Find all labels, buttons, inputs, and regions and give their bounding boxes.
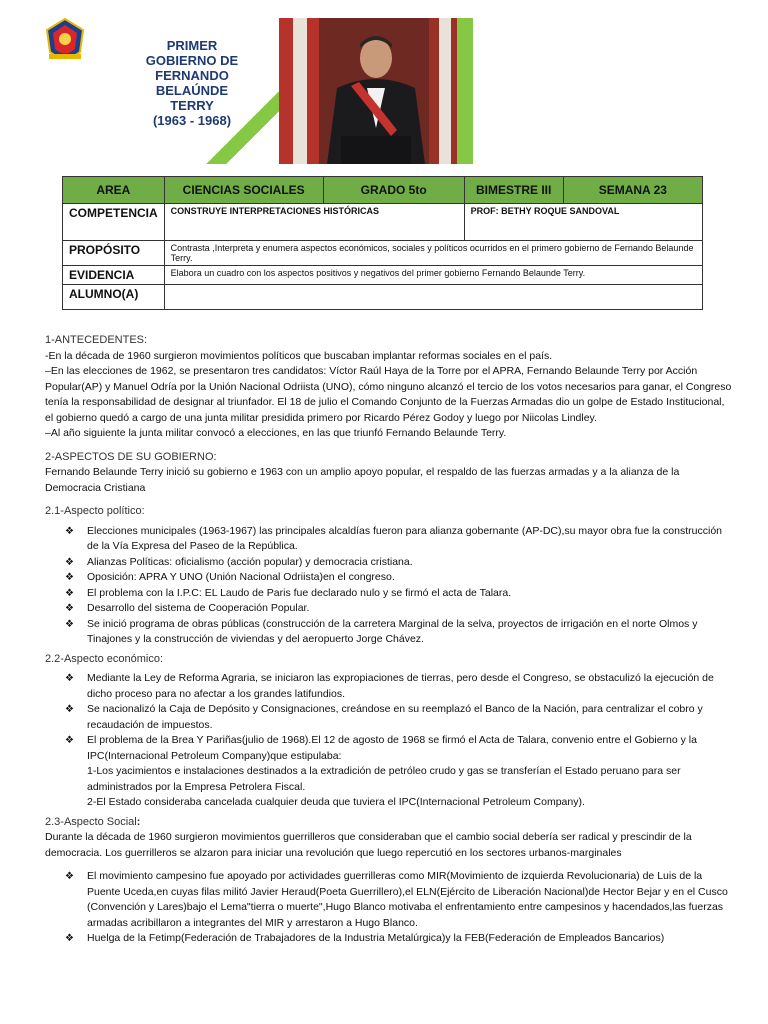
list-item: ❖ El problema de la Brea Y Pariñas(julio de 1968).El 12 de agosto de 1968 se firmó el Acta de Talara, convenio entre el Gobierno y la IPC(Internacional Petroleum Company)que estipulaba: 1-Los yacimientos e instalaciones destinados a la extradición de petróleo crudo y gas se transferían el Estado peruano para ser administrados por la Empresa Petrolera Fiscal. 2-El Estado consideraba cancelada cualquier deuda que tuviera el IPC(Internacional Petroleum Company). <box>87 733 735 811</box>
economico-list <box>45 671 735 811</box>
diamond-bullet-icon: ❖ <box>65 572 74 583</box>
diamond-bullet-icon: ❖ <box>65 735 74 746</box>
section-economico-title: 2.2-Aspecto económico: <box>45 652 164 665</box>
evidencia-row <box>63 266 703 285</box>
grade-cell: GRADO 5to <box>323 177 464 204</box>
diamond-bullet-icon: ❖ <box>65 587 74 599</box>
alumno-row <box>63 285 703 310</box>
president-photo <box>279 18 473 164</box>
section-antecedentes-title: 1-ANTECEDENTES: <box>45 334 148 346</box>
proposito-row <box>63 241 703 266</box>
bimester-cell: BIMESTRE III <box>464 177 563 204</box>
evidencia-value: Elabora un cuadro con los aspectos positivos y negativos del primer gobierno Fernando Belaunde Terry. <box>164 266 702 285</box>
diamond-bullet-icon: ❖ <box>65 525 74 537</box>
antecedentes-p2: –En las elecciones de 1962, se presentaron tres candidatos: Víctor Raúl Haya de la Torre por el APRA, Fernando Belaunde Terry por Acción Popular(AP) y Manuel Odría por la Unión Nacional Odriista (UNO), cómo ninguno alcanzó el tercio de los votos necesarios para ganar, el Congreso tenía la responsabilidad de designar al triunfador. El 18 de julio el Comando Conjunto de la Fuerzas Armadas dio un golpe de Estado Institucional, el gobierno quedó a cargo de una junta militar presidida primero por Ricardo Pérez Godoy y luego por Niicolas Lindley. <box>45 365 732 424</box>
diamond-bullet-icon: ❖ <box>65 556 74 568</box>
diamond-bullet-icon: ❖ <box>65 618 74 630</box>
table-header-row <box>63 177 703 204</box>
talara-point-2: 2-El Estado consideraba cancelada cualquier deuda que tuviera el IPC(Internacional Petroleum Company). <box>87 796 585 808</box>
list-item: ❖ Elecciones municipales (1963-1967) las principales alcaldías fueron para alianza gobernante (AP-DC),su mayor obra fue la construcción de la Vía Expresa del Paseo de la República. <box>65 524 723 552</box>
list-item: ❖ Oposición: APRA Y UNO (Unión Nacional Odriista)en el congreso. <box>87 570 735 586</box>
info-table <box>62 176 703 310</box>
aspectos-p1: Fernando Belaunde Terry inició su gobierno e 1963 con un amplio apoyo popular, el respaldo de las fuerzas armadas y a la alianza de la Democracia Cristiana <box>45 466 680 494</box>
antecedentes-p3: –Al año siguiente la junta militar convocó a elecciones, en las que triunfó Fernando Belaunde Terry. <box>45 427 507 439</box>
competencia-label: COMPETENCIA <box>63 204 165 241</box>
area-value: CIENCIAS SOCIALES <box>164 177 323 204</box>
document-body <box>45 333 735 951</box>
talara-point-1: 1-Los yacimientos e instalaciones destinados a la extradición de petróleo crudo y gas se transferían el Estado peruano para ser administrados por la Empresa Petrolera Fiscal. <box>87 765 681 793</box>
header-banner <box>95 18 473 164</box>
section-aspectos-title: 2-ASPECTOS DE SU GOBIERNO: <box>45 450 217 463</box>
school-logo <box>44 18 86 64</box>
list-item: ❖ Se inició programa de obras públicas (construcción de la carretera Marginal de la selva, proyectos de irrigación en el norte Olmos y Tinajones y la construcción de viviendas y del aeropuerto Jorge Chávez. <box>65 617 698 645</box>
list-item: ❖ Mediante la Ley de Reforma Agraria, se iniciaron las expropiaciones de tierras, pero desde el Congreso, se obstaculizó la ejecución de dicho proceso para no afectar a los grandes latifundios. <box>65 672 714 700</box>
social-list <box>45 869 735 947</box>
diamond-bullet-icon: ❖ <box>65 704 74 715</box>
alumno-label: ALUMNO(A) <box>63 285 165 310</box>
evidencia-label: EVIDENCIA <box>63 266 165 285</box>
list-item: ❖ Huelga de la Fetimp(Federación de Trabajadores de la Industria Metalúrgica)y la FEB(Federación de Empleados Bancarios) <box>87 931 735 947</box>
competencia-row <box>63 204 703 241</box>
list-item: ❖ El problema con la I.P.C: EL Laudo de Paris fue declarado nulo y se firmó el acta de Talara. <box>87 586 735 602</box>
alumno-value <box>164 285 702 310</box>
politico-list <box>45 524 735 648</box>
week-cell: SEMANA 23 <box>563 177 702 204</box>
diamond-bullet-icon: ❖ <box>65 871 74 882</box>
list-item: ❖ El movimiento campesino fue apoyado por actividades guerrilleras como MIR(Movimiento de izquierda Revolucionaria) de Luis de la Puente Uceda,en cuyas filas militó Javier Heraud(Poeta Guerrillero),el ELN(Ejército de Liberación Nacional)de Hector Bejar y en el Cusco (Convención y Lares)bajo el Lema"tierra o muerte",Hugo Blanco motivaba el enfrentamiento entre campesinos y hacendados,las fuerzas armadas acribillaron a integrantes del MIR y arrestaron a Hugo Blanco. <box>65 870 728 929</box>
competencia-value: CONSTRUYE INTERPRETACIONES HISTÓRICAS <box>164 204 464 241</box>
antecedentes-p1: -En la década de 1960 surgieron movimientos políticos que buscaban implantar reformas sociales en el país. <box>45 349 553 362</box>
diamond-bullet-icon: ❖ <box>65 673 74 684</box>
area-label: AREA <box>63 177 165 204</box>
proposito-label: PROPÓSITO <box>63 241 165 266</box>
prof-cell: PROF: BETHY ROQUE SANDOVAL <box>464 204 702 241</box>
section-social-title: 2.3-Aspecto Social: <box>45 815 141 828</box>
section-politico-title: 2.1-Aspecto político: <box>45 505 145 517</box>
diamond-bullet-icon: ❖ <box>65 933 74 944</box>
proposito-value: Contrasta ,Interpreta y enumera aspectos económicos, sociales y políticos ocurridos en el primero gobierno de Fernando Belaunde Terry. <box>164 241 702 266</box>
list-item: ❖ Alianzas Políticas: oficialismo (acción popular) y democracia cristiana. <box>87 555 735 571</box>
banner-title: PRIMER GOBIERNO DE FERNANDO BELAÚNDE TERRY (1963 - 1968) <box>145 38 239 128</box>
diamond-bullet-icon: ❖ <box>65 603 74 614</box>
social-p1: Durante la década de 1960 surgieron movimientos guerrilleros que consideraban que el cambio social debería ser radical y prescindir de la democracia. Los guerrilleros se alzaron para iniciar una revolución que luego repercutió en los sectores urbanos-marginales <box>45 831 692 859</box>
list-item: ❖ Se nacionalizó la Caja de Depósito y Consignaciones, creándose en su reemplazó el Banco de la Nación, para centralizar el cobro y recaudación de impuestos. <box>65 703 703 731</box>
list-item: ❖ Desarrollo del sistema de Cooperación Popular. <box>87 601 735 617</box>
